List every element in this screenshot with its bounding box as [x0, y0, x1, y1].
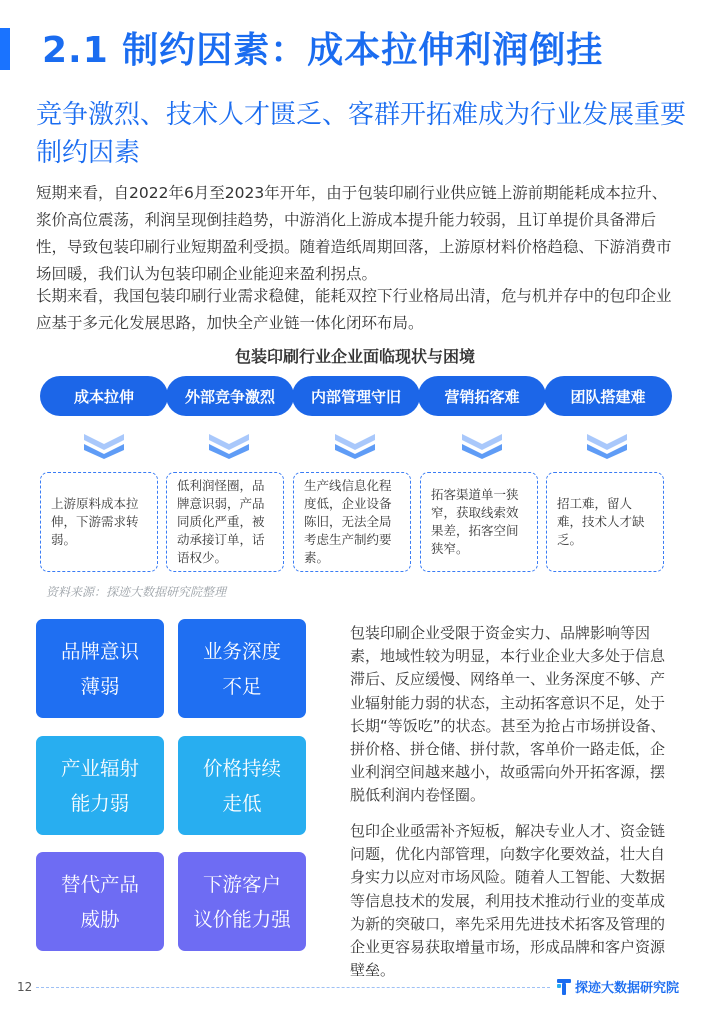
issue-text: 低利润怪圈，品牌意识弱，产品同质化严重，被动承接订单，话语权少。 — [177, 478, 265, 565]
issue-box-competition — [166, 472, 284, 572]
tile-line: 不足 — [222, 674, 262, 698]
tile-buyer-power — [178, 852, 306, 951]
issue-text: 拓客渠道单一狭窄，获取线索效果差，拓客空间狭窄。 — [431, 487, 519, 556]
tile-line: 薄弱 — [80, 674, 120, 698]
tile-brand-awareness — [36, 619, 164, 718]
issue-text: 上游原料成本拉伸，下游需求转弱。 — [51, 496, 139, 547]
tile-line: 业务深度 — [202, 639, 281, 663]
tile-line: 价格持续 — [202, 756, 281, 780]
issue-box-marketing — [420, 472, 538, 572]
tile-substitute-threat — [36, 852, 164, 951]
category-pill-row — [40, 376, 672, 418]
tile-business-depth — [178, 619, 306, 718]
tile-line: 议价能力强 — [193, 907, 291, 931]
tile-line: 产业辐射 — [60, 756, 139, 780]
pill-cost: 成本拉伸 — [40, 376, 168, 416]
page-title: 2.1 制约因素：成本拉伸利润倒挂 — [42, 30, 604, 71]
issue-text: 生产线信息化程度低，企业设备陈旧，无法全局考虑生产制约要素。 — [304, 478, 392, 565]
tile-line: 品牌意识 — [60, 639, 139, 663]
pill-marketing: 营销拓客难 — [418, 376, 546, 416]
issue-box-team — [546, 472, 664, 572]
section-subtitle: 竞争激烈、技术人才匮乏、客群开拓难成为行业发展重要制约因素 — [36, 100, 687, 168]
tile-price-decline — [178, 736, 306, 835]
paragraph-long-term: 长期来看，我国包装印刷行业需求稳健，能耗双控下行业格局出清，危与机并存中的包印企业应基于多元化发展思路，加快全产业链一体化闭环布局。 — [36, 287, 672, 332]
figure-source: 资料来源：探迹大数据研究院整理 — [46, 585, 227, 599]
tile-line: 能力弱 — [70, 791, 130, 815]
page-number: 12 — [17, 980, 33, 994]
footer-divider — [36, 987, 550, 988]
issue-box-management — [293, 472, 411, 572]
footer-brand — [557, 977, 679, 996]
brand-name: 探迹大数据研究院 — [575, 981, 680, 996]
tile-line: 威胁 — [80, 907, 120, 931]
side-paragraph-solutions: 包印企业亟需补齐短板，解决专业人才、资金链问题，优化内部管理，向数字化要效益，壮大自身实力以应对市场风险。随着人工智能、大数据等信息技术的发展，利用技术推动行业的变革成为新的突破口，率先采用先进技术拓客及管理的企业更容易获取增量市场，形成品牌和客户资源壁垒。 — [350, 822, 666, 980]
chevron-down-icon — [207, 432, 251, 460]
figure-title: 包装印刷行业企业面临现状与困境 — [234, 347, 475, 366]
issue-box-cost — [40, 472, 158, 572]
brand-logo-icon — [557, 979, 571, 995]
pill-competition: 外部竞争激烈 — [166, 376, 294, 416]
title-accent-bar — [0, 28, 10, 70]
tile-line: 替代产品 — [60, 872, 139, 896]
pill-management: 内部管理守旧 — [292, 376, 420, 416]
chevron-down-icon — [585, 432, 629, 460]
side-paragraph-limits: 包装印刷企业受限于资金实力、品牌影响等因素，地域性较为明显，本行业企业大多处于信息滞后、反应缓慢、网络单一、业务深度不够、产业辐射能力弱的状态，主动拓客意识不足，处于长期“等饭吃”的状态。甚至为抢占市场拼设备、拼价格、拼仓储、拼付款，客单价一路走低，企业利润空间越来越小，故亟需向外开拓客源，摆脱低利润内卷怪圈。 — [350, 624, 666, 805]
paragraph-short-term: 短期来看，自2022年6月至2023年开年，由于包装印刷行业供应链上游前期能耗成本拉升、浆价高位震荡，利润呈现倒挂趋势，中游消化上游成本提升能力较弱，且订单提价具备滞后性，导致包装印刷行业短期盈利受损。随着造纸周期回落，上游原材料价格趋稳、下游消费市场回暖，我们认为包装印刷企业能迎来盈利拐点。 — [36, 184, 672, 283]
chevron-down-icon — [460, 432, 504, 460]
chevron-down-icon — [82, 432, 126, 460]
tile-line: 下游客户 — [202, 872, 281, 896]
pill-team: 团队搭建难 — [544, 376, 672, 416]
chevron-down-icon — [333, 432, 377, 460]
tile-line: 走低 — [222, 791, 262, 815]
issue-text: 招工难，留人难，技术人才缺乏。 — [557, 496, 645, 547]
tile-industry-reach — [36, 736, 164, 835]
